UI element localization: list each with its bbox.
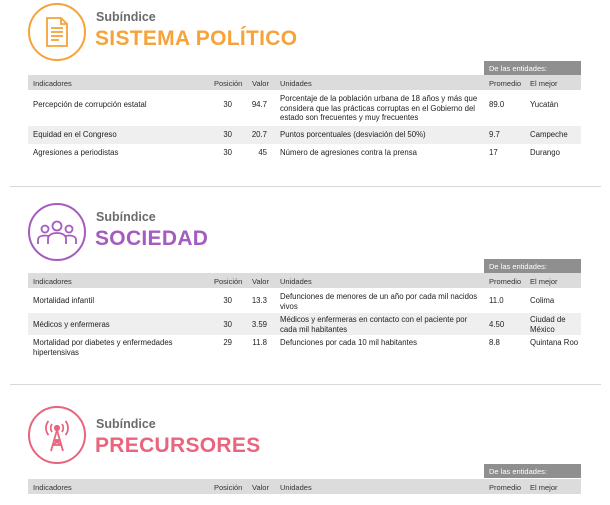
subindex-title: SOCIEDAD (95, 227, 209, 250)
table-row (28, 145, 581, 161)
cell-valor: 20.7 (251, 130, 267, 139)
table-row (28, 126, 581, 144)
header-promedio: Promedio (489, 79, 522, 88)
cell-promedio: 11.0 (489, 296, 504, 305)
cell-promedio: 89.0 (489, 100, 505, 109)
header-el-mejor: El mejor (530, 483, 558, 492)
subindex-label: Subíndice (96, 210, 156, 224)
cell-valor: 94.7 (251, 100, 267, 109)
header-valor: Valor (252, 79, 269, 88)
header-posicion: Posición (214, 483, 243, 492)
cell-indicador: Agresiones a periodistas (33, 148, 119, 157)
cell-unidades: Porcentaje de la población urbana de 18 años y más que considera que las prácticas corruptas en el Gobierno del estado son frecuentes y muy frecuentes (280, 94, 478, 122)
cell-indicador: Mortalidad infantil (33, 296, 95, 305)
cell-posicion: 30 (223, 320, 232, 329)
header-unidades: Unidades (280, 79, 312, 88)
header-el-mejor: El mejor (530, 277, 558, 286)
cell-el-mejor: Yucatán (530, 100, 559, 109)
cell-posicion: 30 (223, 100, 232, 109)
table-header (28, 75, 581, 90)
cell-el-mejor: Colima (530, 296, 555, 305)
cell-el-mejor: Quintana Roo (530, 338, 579, 347)
entities-label: De las entidades: (484, 61, 581, 75)
cell-valor: 45 (258, 148, 267, 157)
header-el-mejor: El mejor (530, 79, 558, 88)
header-unidades: Unidades (280, 483, 312, 492)
subindex-badge (28, 406, 86, 464)
subindex-label: Subíndice (96, 10, 156, 24)
header-posicion: Posición (214, 277, 243, 286)
subindex-label: Subíndice (96, 417, 156, 431)
subindex-title: PRECURSORES (95, 434, 261, 457)
people-group-icon (37, 219, 77, 245)
cell-unidades: Número de agresiones contra la prensa (280, 148, 417, 157)
header-valor: Valor (252, 483, 269, 492)
antenna-tower-icon (39, 417, 75, 453)
header-posicion: Posición (214, 79, 243, 88)
header-valor: Valor (252, 277, 269, 286)
section-header (0, 0, 610, 60)
table-row (28, 313, 581, 335)
cell-el-mejor: Durango (530, 148, 560, 157)
cell-posicion: 29 (223, 338, 232, 347)
cell-indicador: Percepción de corrupción estatal (33, 100, 147, 109)
cell-valor: 11.8 (252, 338, 267, 347)
entities-label: De las entidades: (484, 259, 581, 273)
header-indicadores: Indicadores (33, 483, 72, 492)
table-row (28, 290, 581, 312)
section-divider (10, 186, 601, 187)
document-icon (42, 16, 72, 48)
subindex-badge (28, 203, 86, 261)
cell-posicion: 30 (223, 148, 232, 157)
section-header (0, 403, 610, 463)
cell-el-mejor: Ciudad de México (530, 315, 566, 334)
cell-posicion: 30 (223, 130, 232, 139)
section-precursores (0, 403, 610, 492)
cell-promedio: 17 (489, 148, 498, 157)
table-row (28, 93, 581, 125)
section-divider (10, 384, 601, 385)
cell-posicion: 30 (223, 296, 232, 305)
cell-indicador: Mortalidad por diabetes y enfermedades hipertensivas (33, 338, 173, 357)
cell-valor: 13.3 (251, 296, 267, 305)
cell-valor: 3.59 (251, 320, 267, 329)
header-indicadores: Indicadores (33, 79, 72, 88)
cell-el-mejor: Campeche (530, 130, 568, 139)
section-sistema-politico (0, 0, 610, 157)
cell-promedio: 8.8 (489, 338, 500, 347)
entities-label: De las entidades: (484, 464, 581, 478)
cell-unidades: Defunciones por cada 10 mil habitantes (280, 338, 417, 347)
table-header (28, 273, 581, 288)
cell-indicador: Médicos y enfermeras (33, 320, 110, 329)
cell-promedio: 4.50 (489, 320, 505, 329)
table-row (28, 336, 581, 358)
header-indicadores: Indicadores (33, 277, 72, 286)
cell-unidades: Defunciones de menores de un año por cada mil nacidos vivos (280, 292, 478, 311)
cell-promedio: 9.7 (489, 130, 500, 139)
section-header (0, 200, 610, 260)
subindex-badge (28, 3, 86, 61)
table-header (28, 479, 581, 494)
section-sociedad (0, 200, 610, 357)
header-promedio: Promedio (489, 277, 522, 286)
header-unidades: Unidades (280, 277, 312, 286)
header-promedio: Promedio (489, 483, 522, 492)
cell-unidades: Médicos y enfermeras en contacto con el paciente por cada mil habitantes (280, 315, 468, 334)
cell-unidades: Puntos porcentuales (desviación del 50%) (280, 130, 426, 139)
cell-indicador: Equidad en el Congreso (33, 130, 117, 139)
subindex-title: SISTEMA POLÍTICO (95, 27, 298, 50)
